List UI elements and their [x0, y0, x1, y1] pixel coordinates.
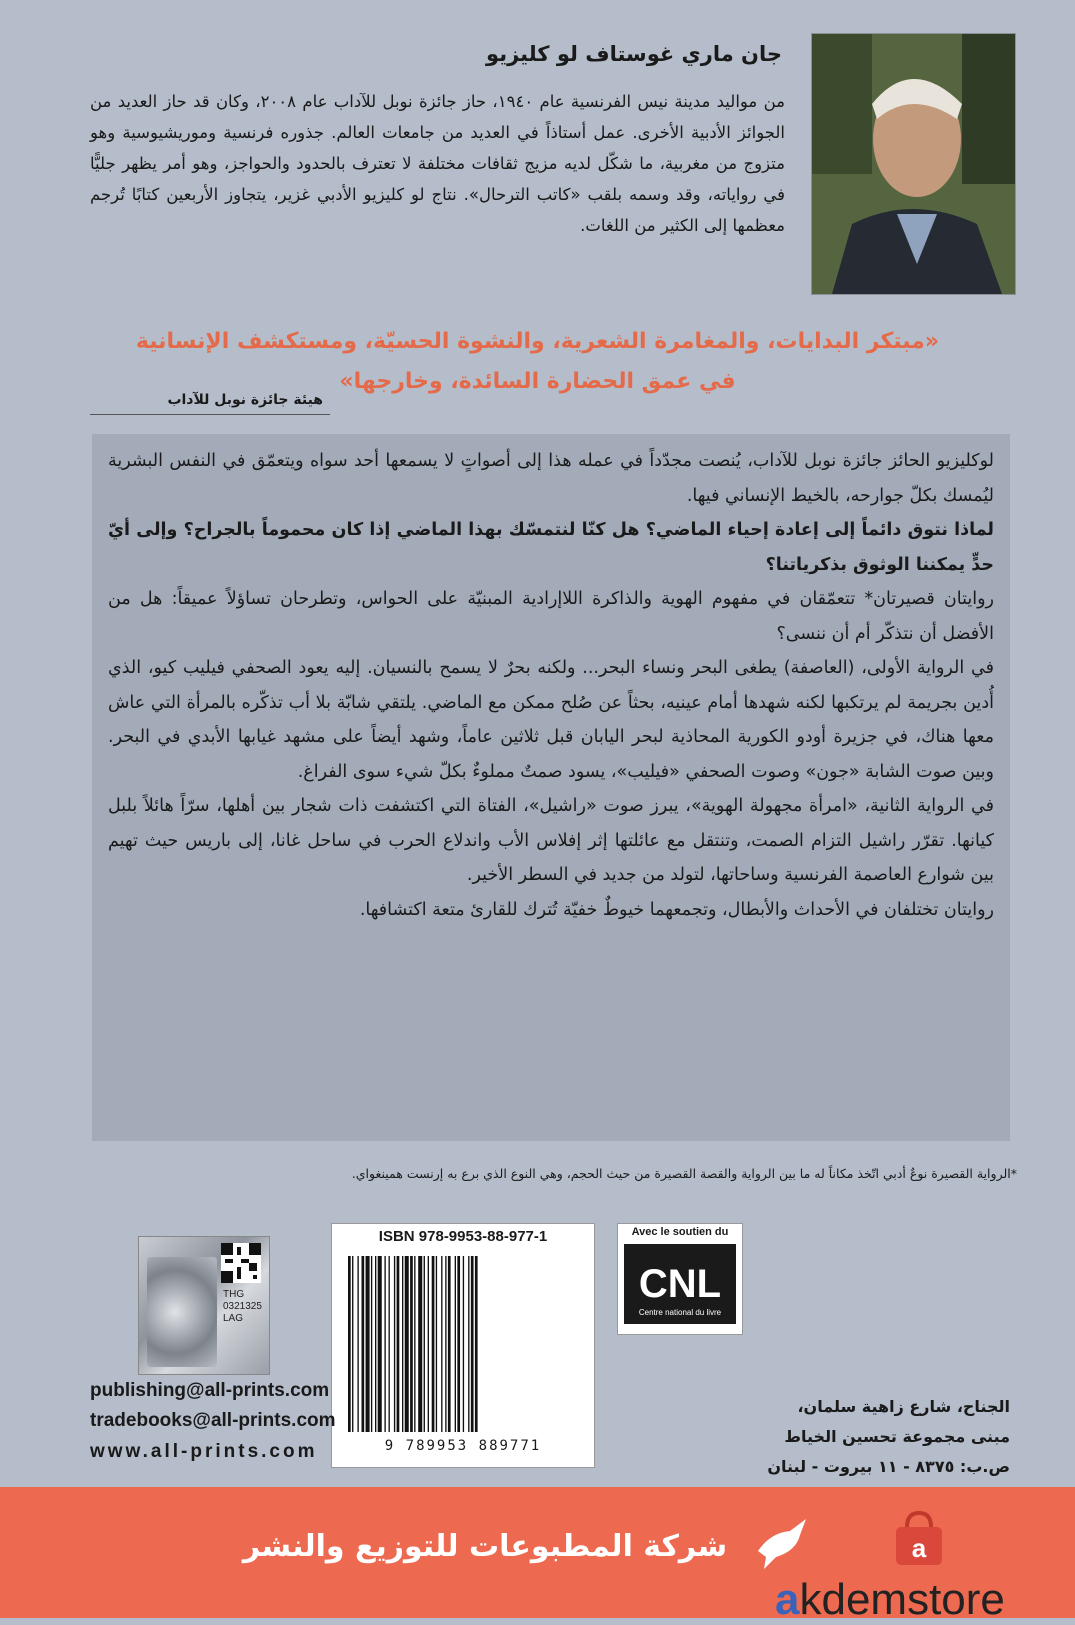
- quote-divider: [90, 414, 330, 415]
- hologram-code-line: THG: [223, 1289, 245, 1300]
- synopsis-question: لماذا نتوق دائماً إلى إعادة إحياء الماضي؟ هل كنّا لنتمسّك بهذا الماضي إذا كان محموماً بالجراح؟ وإلى أيّ حدٍّ يمكننا الوثوق بذكرياتنا؟: [108, 520, 994, 575]
- author-photo: [811, 33, 1016, 295]
- address-line: مبنى مجموعة تحسين الخياط: [784, 1427, 1010, 1446]
- synopsis-paragraph: في الرواية الأولى، (العاصفة) يطغى البحر ونساء البحر... ولكنه بحرٌ لا يسمح بالنسيان. إليه يعود الصحفي فيليب كيو، الذي أُدين بجريمة لم يرتكبها لكنه شهدها أمام عينيه، بحثاً عن صُلح ممكن مع الماضي. يلتقي شابّة بلا أب تذكّره بالمرأة التي عاش معها هناك، في جزيرة أودو الكورية المحاذية لبحر اليابان قبل ثلاثين عاماً، وشهد أيضاً على مشهد غيابها الأبدي في البحر. وبين صوت الشابة «جون» وصوت الصحفي «فيليب»، يسود صمتٌ مملوءٌ بكلّ شيء سوى الفراغ.: [108, 658, 994, 782]
- publisher-name: شركة المطبوعات للتوزيع والنشر: [242, 1529, 728, 1564]
- isbn-barcode-box: [331, 1223, 595, 1468]
- synopsis-text: [108, 444, 994, 927]
- cnl-logo-letters: CNL: [638, 1262, 722, 1306]
- hologram-icon: [147, 1257, 217, 1367]
- nobel-quote: [60, 322, 1015, 402]
- email-tradebooks[interactable]: tradebooks@all-prints.com: [90, 1410, 336, 1431]
- barcode-icon: [344, 1256, 582, 1432]
- barcode-digits: 9 789953 889771: [384, 1438, 542, 1454]
- svg-text:a: a: [911, 1533, 927, 1563]
- security-hologram: [138, 1236, 270, 1375]
- address-line: الجناح، شارع زاهية سلمان،: [797, 1397, 1010, 1416]
- cnl-support-box: [617, 1223, 743, 1335]
- cnl-logo-subtitle: Centre national du livre: [638, 1308, 722, 1317]
- cnl-logo: [624, 1244, 736, 1324]
- quote-line-1: «مبتكر البدايات، والمغامرة الشعرية، والنشوة الحسيّة، ومستكشف الإنسانية: [135, 329, 940, 354]
- shopping-bag-icon: [890, 1509, 948, 1569]
- synopsis-paragraph: لوكليزيو الحائز جائزة نوبل للآداب، يُنصت مجدّداً في عمله هذا إلى أصواتٍ لا يسمعها أحد سواه ويتعمّق في النفس البشرية ليُمسك بكلّ جوارحه، بالخيط الإنساني فيها.: [108, 451, 994, 506]
- publisher-footer: [0, 1487, 1075, 1624]
- qr-code-icon: [221, 1243, 261, 1283]
- hologram-code-line: LAG: [223, 1313, 244, 1324]
- bird-logo-icon: [750, 1511, 812, 1573]
- quote-line-2: في عمق الحضارة السائدة، وخارجها»: [339, 369, 736, 394]
- website-link[interactable]: www.all-prints.com: [90, 1441, 318, 1462]
- author-bio: من مواليد مدينة نيس الفرنسية عام ١٩٤٠، حاز جائزة نوبل للآداب عام ٢٠٠٨، وكان قد حاز العديد من الجوائز الأدبية الأخرى. عمل أستاذاً في العديد من جامعات العالم. جذوره فرنسية وموريشيوسية وهو متزوج من مغربية، ما شكّل لديه مزيج ثقافات مختلفة لا تعترف بالحدود والحواجز، وهو أمر يظهر جليًّا في رواياته، وقد وسمه بلقب «كاتب الترحال». نتاج لو كليزيو الأدبي غزير، يتجاوز الأربعين كتابًا تُرجم معظمها إلى الكثير من اللغات.: [90, 92, 785, 235]
- author-name: جان ماري غوستاف لو كليزيو: [486, 42, 782, 66]
- footnote: *الرواية القصيرة نوعٌ أدبي اتّخذ مكاناً له ما بين الرواية والقصة القصيرة من حيث الحجم، وهي النوع الذي برع به إرنست همينغواي.: [351, 1166, 1017, 1181]
- quote-source: هيئة جائزة نوبل للآداب: [167, 392, 323, 408]
- isbn-label: ISBN 978-9953-88-977-1: [378, 1228, 548, 1245]
- store-watermark-initial: a: [775, 1575, 800, 1624]
- cnl-caption: Avec le soutien du: [631, 1226, 729, 1238]
- synopsis-paragraph: في الرواية الثانية، «امرأة مجهولة الهوية»، يبرز صوت «راشيل»، الفتاة التي اكتشفت ذات شجار بين أهلها، سرّاً هائلاً بلبل كيانها. تقرّر راشيل التزام الصمت، وتنتقل مع عائلتها إثر إفلاس الأب واندلاع الحرب في ساحل غانا، إلى باريس حيث تهيم بين شوارع العاصمة الفرنسية وساحاتها، لتولد من جديد في السطر الأخير.: [108, 796, 994, 885]
- synopsis-paragraph: روايتان تختلفان في الأحداث والأبطال، وتجمعهما خيوطٌ خفيّة تُترك للقارئ متعة اكتشافها.: [359, 899, 994, 920]
- address-line: ص.ب: ٨٣٧٥ - ١١ بيروت - لبنان: [767, 1457, 1010, 1476]
- synopsis-paragraph: روايتان قصيرتان* تتعمّقان في مفهوم الهوية والذاكرة اللاإرادية المبنيّة على الحواس، وتطرحان تساؤلاً عميقاً: هل من الأفضل أن نتذكّر أم أن ننسى؟: [108, 589, 994, 644]
- hologram-code: [223, 1289, 265, 1325]
- email-publishing[interactable]: publishing@all-prints.com: [90, 1380, 330, 1401]
- store-watermark-name: kdemstore: [799, 1575, 1005, 1624]
- hologram-code-line: 0321325: [223, 1301, 262, 1312]
